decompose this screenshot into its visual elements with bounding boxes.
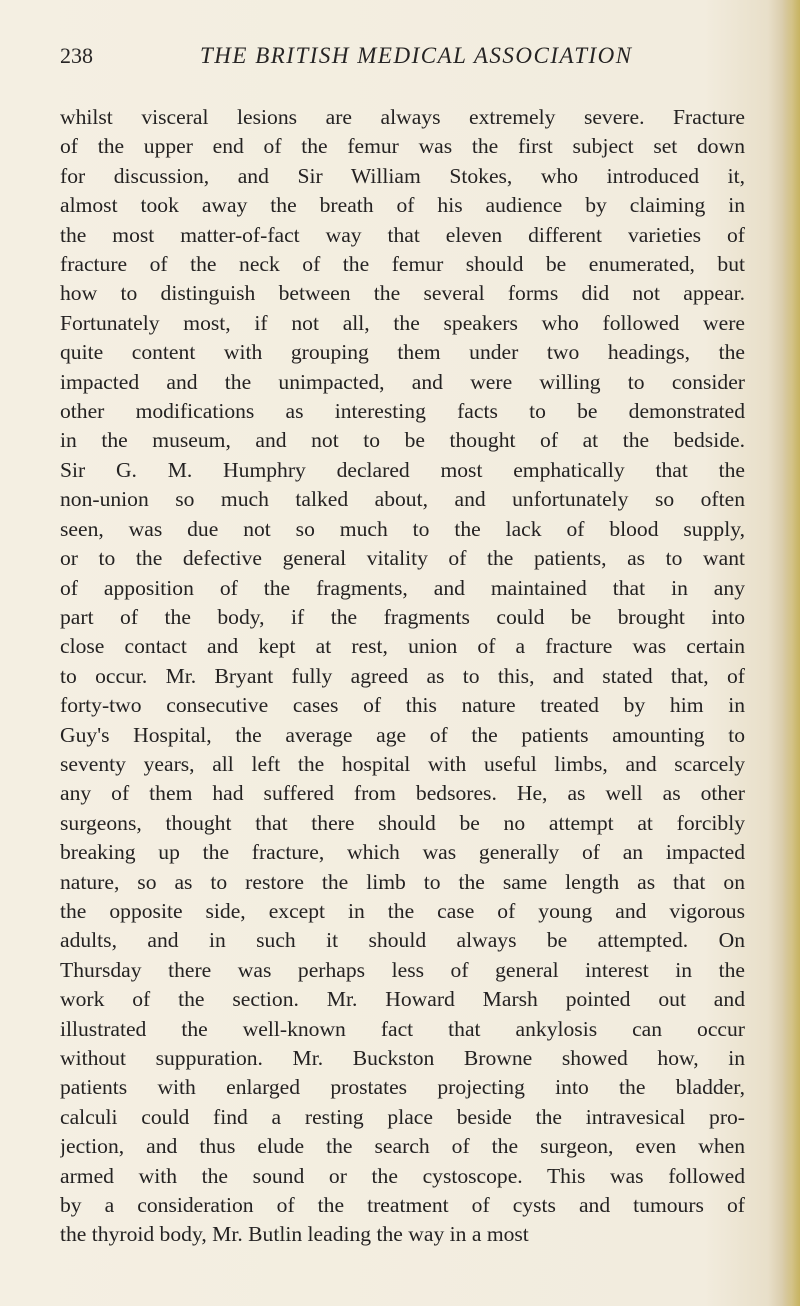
text-line: for discussion, and Sir William Stokes, who introduced it, xyxy=(60,163,745,188)
text-line: Fortunately most, if not all, the speakers who followed were xyxy=(60,310,745,335)
text-line: Guy's Hospital, the average age of the patients amounting to xyxy=(60,722,745,747)
text-line: illustrated the well-known fact that ankylosis can occur xyxy=(60,1016,745,1041)
text-line: surgeons, thought that there should be no attempt at forcibly xyxy=(60,810,745,835)
text-line: armed with the sound or the cystoscope. This was followed xyxy=(60,1163,745,1188)
text-line: any of them had suffered from bedsores. He, as well as other xyxy=(60,781,745,806)
text-line: in the museum, and not to be thought of at the bedside. xyxy=(60,428,745,453)
text-line: fracture of the neck of the femur should be enumerated, but xyxy=(60,252,745,277)
text-line: seventy years, all left the hospital with useful limbs, and scarcely xyxy=(60,751,745,776)
text-line: nature, so as to restore the limb to the same length as that on xyxy=(60,869,745,894)
text-line: Sir G. M. Humphry declared most emphatically that the xyxy=(60,457,745,482)
text-line: jection, and thus elude the search of the surgeon, even when xyxy=(60,1134,745,1159)
running-title: THE BRITISH MEDICAL ASSOCIATION xyxy=(200,43,633,68)
text-line: whilst visceral lesions are always extremely severe. Fracture xyxy=(60,105,745,129)
text-line: breaking up the fracture, which was generally of an impacted xyxy=(60,840,745,865)
text-line: close contact and kept at rest, union of a fracture was certain xyxy=(60,634,745,659)
text-line: of apposition of the fragments, and maintained that in any xyxy=(60,575,745,600)
text-line: Thursday there was perhaps less of general interest in the xyxy=(60,957,745,982)
page-header xyxy=(60,42,760,82)
page-number: 238 xyxy=(60,43,93,68)
text-line: by a consideration of the treatment of cysts and tumours of xyxy=(60,1193,745,1218)
text-line: the thyroid body, Mr. Butlin leading the way in a most xyxy=(60,1222,529,1247)
text-line: to occur. Mr. Bryant fully agreed as to this, and stated that, of xyxy=(60,663,745,688)
text-line: almost took away the breath of his audience by claiming in xyxy=(60,193,745,218)
body-text xyxy=(60,103,745,1250)
text-line: how to distinguish between the several forms did not appear. xyxy=(60,281,745,306)
text-line: of the upper end of the femur was the first subject set down xyxy=(60,134,745,159)
text-line: forty-two consecutive cases of this nature treated by him in xyxy=(60,693,745,718)
text-line: patients with enlarged prostates projecting into the bladder, xyxy=(60,1075,745,1100)
text-line: the opposite side, except in the case of young and vigorous xyxy=(60,898,745,923)
text-line: calculi could find a resting place beside the intravesical pro- xyxy=(60,1104,745,1129)
text-line: without suppuration. Mr. Buckston Browne showed how, in xyxy=(60,1046,745,1070)
text-line: part of the body, if the fragments could be brought into xyxy=(60,604,745,629)
text-line: other modifications as interesting facts to be demonstrated xyxy=(60,399,745,424)
text-line: or to the defective general vitality of the patients, as to want xyxy=(60,546,745,571)
page-edge-shadow xyxy=(782,0,800,1306)
text-line: work of the section. Mr. Howard Marsh pointed out and xyxy=(60,987,745,1012)
text-line: seen, was due not so much to the lack of blood supply, xyxy=(60,516,745,541)
text-line: the most matter-of-fact way that eleven different varieties of xyxy=(60,222,745,247)
text-line: non-union so much talked about, and unfortunately so often xyxy=(60,487,745,512)
text-line: impacted and the unimpacted, and were willing to consider xyxy=(60,369,745,394)
text-line: adults, and in such it should always be attempted. On xyxy=(60,928,745,953)
text-line: quite content with grouping them under two headings, the xyxy=(60,340,745,365)
